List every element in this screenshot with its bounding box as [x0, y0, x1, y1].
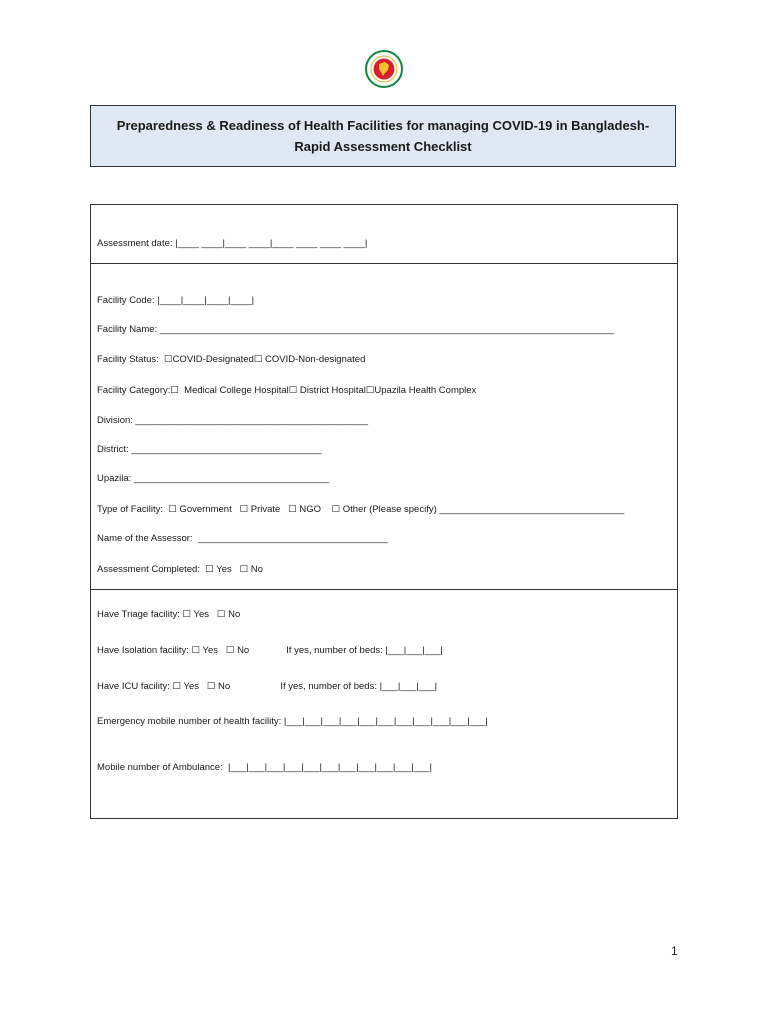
division-field[interactable]: Division: ____________________________________________: [97, 415, 369, 426]
government-seal-logo: [364, 50, 404, 88]
assessor-name-field[interactable]: Name of the Assessor: ____________________________________: [97, 533, 389, 544]
section-divider: [91, 263, 677, 264]
ambulance-mobile-field[interactable]: Mobile number of Ambulance: |___|___|___|___|___|___|___|___|___|___|___|: [97, 762, 432, 773]
assessment-completed-options[interactable]: Assessment Completed: ☐ Yes ☐ No: [97, 564, 263, 575]
triage-facility-options[interactable]: Have Triage facility: ☐ Yes ☐ No: [97, 609, 241, 620]
district-field[interactable]: District: ____________________________________: [97, 444, 322, 455]
assessment-date-field[interactable]: Assessment date: |____ ____|____ ____|____ ____ ____ ____|: [97, 238, 368, 249]
upazila-field[interactable]: Upazila: _____________________________________: [97, 473, 330, 484]
icu-facility-options[interactable]: Have ICU facility: ☐ Yes ☐ No If yes, number of beds: |___|___|___|: [97, 681, 438, 692]
page-number: 1: [671, 944, 678, 958]
facility-status-options[interactable]: Facility Status: ☐COVID-Designated☐ COVID-Non-designated: [97, 354, 366, 365]
document-title-box: [90, 105, 676, 167]
document-title-line-2: Rapid Assessment Checklist: [294, 139, 472, 154]
facility-category-options[interactable]: Facility Category:☐ Medical College Hospital☐ District Hospital☐Upazila Health Complex: [97, 385, 477, 396]
assessment-form: [90, 204, 678, 819]
document-title-line-1: Preparedness & Readiness of Health Facilities for managing COVID-19 in Bangladesh-: [116, 118, 650, 133]
type-of-facility-options[interactable]: Type of Facility: ☐ Government ☐ Private ☐ NGO ☐ Other (Please specify) ___________________________________: [97, 504, 625, 515]
facility-code-field[interactable]: Facility Code: |____|____|____|____|: [97, 295, 255, 306]
isolation-facility-options[interactable]: Have Isolation facility: ☐ Yes ☐ No If yes, number of beds: |___|___|___|: [97, 645, 443, 656]
emergency-mobile-field[interactable]: Emergency mobile number of health facility: |___|___|___|___|___|___|___|___|___|___|___|: [97, 716, 488, 727]
facility-name-field[interactable]: Facility Name: ______________________________________________________________________________________: [97, 324, 615, 335]
section-divider: [91, 589, 677, 590]
